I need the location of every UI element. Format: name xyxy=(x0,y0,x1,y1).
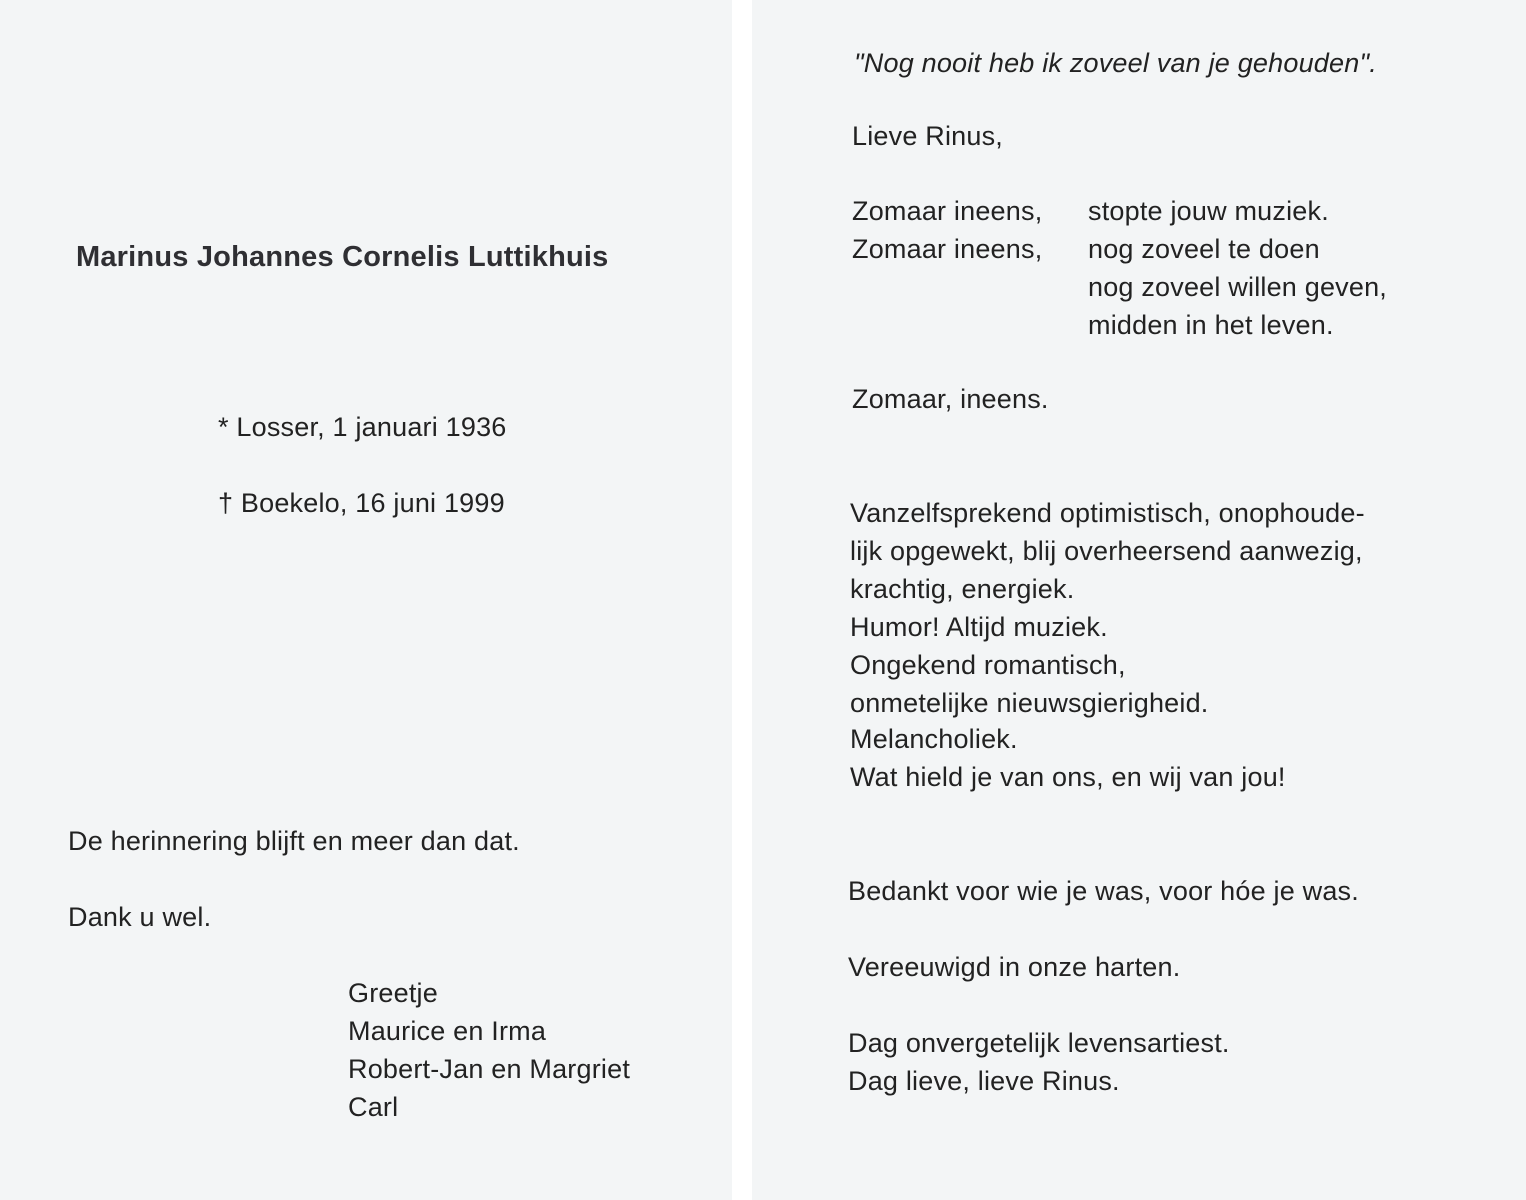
memory-line: De herinnering blijft en meer dan dat. xyxy=(68,826,520,856)
left-card-page xyxy=(0,0,732,1200)
poem-line-left: Zomaar ineens, xyxy=(852,196,1043,226)
thanks-line: Dank u wel. xyxy=(68,902,212,932)
tribute-line: Vanzelfsprekend optimistisch, onophoude- xyxy=(850,498,1365,528)
poem-line-right: nog zoveel willen geven, xyxy=(1088,272,1387,302)
farewell-line: Dag onvergetelijk levensartiest. xyxy=(848,1028,1230,1058)
eternal-line: Vereeuwigd in onze harten. xyxy=(848,952,1181,982)
tribute-line: lijk opgewekt, blij overheersend aanwezig, xyxy=(850,536,1363,566)
tribute-line: Ongekend romantisch, xyxy=(850,650,1126,680)
tribute-line: Humor! Altijd muziek. xyxy=(850,612,1108,642)
poem-line-right: midden in het leven. xyxy=(1088,310,1334,340)
birth-line: * Losser, 1 januari 1936 xyxy=(218,412,507,442)
greeting: Lieve Rinus, xyxy=(852,121,1003,151)
tribute-line: krachtig, energiek. xyxy=(850,574,1075,604)
family-member: Greetje xyxy=(348,978,438,1008)
family-member: Robert-Jan en Margriet xyxy=(348,1054,631,1084)
poem-line-right: stopte jouw muziek. xyxy=(1088,196,1329,226)
page-gutter xyxy=(732,0,752,1200)
gratitude-line: Bedankt voor wie je was, voor hóe je was. xyxy=(848,876,1359,906)
poem-line-left: Zomaar ineens, xyxy=(852,234,1043,264)
right-card-page xyxy=(752,0,1526,1200)
poem-ending: Zomaar, ineens. xyxy=(852,384,1049,414)
death-line: † Boekelo, 16 juni 1999 xyxy=(218,488,505,518)
deceased-name: Marinus Johannes Cornelis Luttikhuis xyxy=(76,241,609,273)
tribute-line: Melancholiek. xyxy=(850,724,1018,754)
tribute-line: onmetelijke nieuwsgierigheid. xyxy=(850,688,1209,718)
poem-line-right: nog zoveel te doen xyxy=(1088,234,1320,264)
tribute-line: Wat hield je van ons, en wij van jou! xyxy=(850,762,1286,792)
opening-quote: "Nog nooit heb ik zoveel van je gehouden". xyxy=(854,48,1377,78)
family-member: Maurice en Irma xyxy=(348,1016,547,1046)
family-member: Carl xyxy=(348,1092,399,1122)
farewell-line: Dag lieve, lieve Rinus. xyxy=(848,1066,1120,1096)
